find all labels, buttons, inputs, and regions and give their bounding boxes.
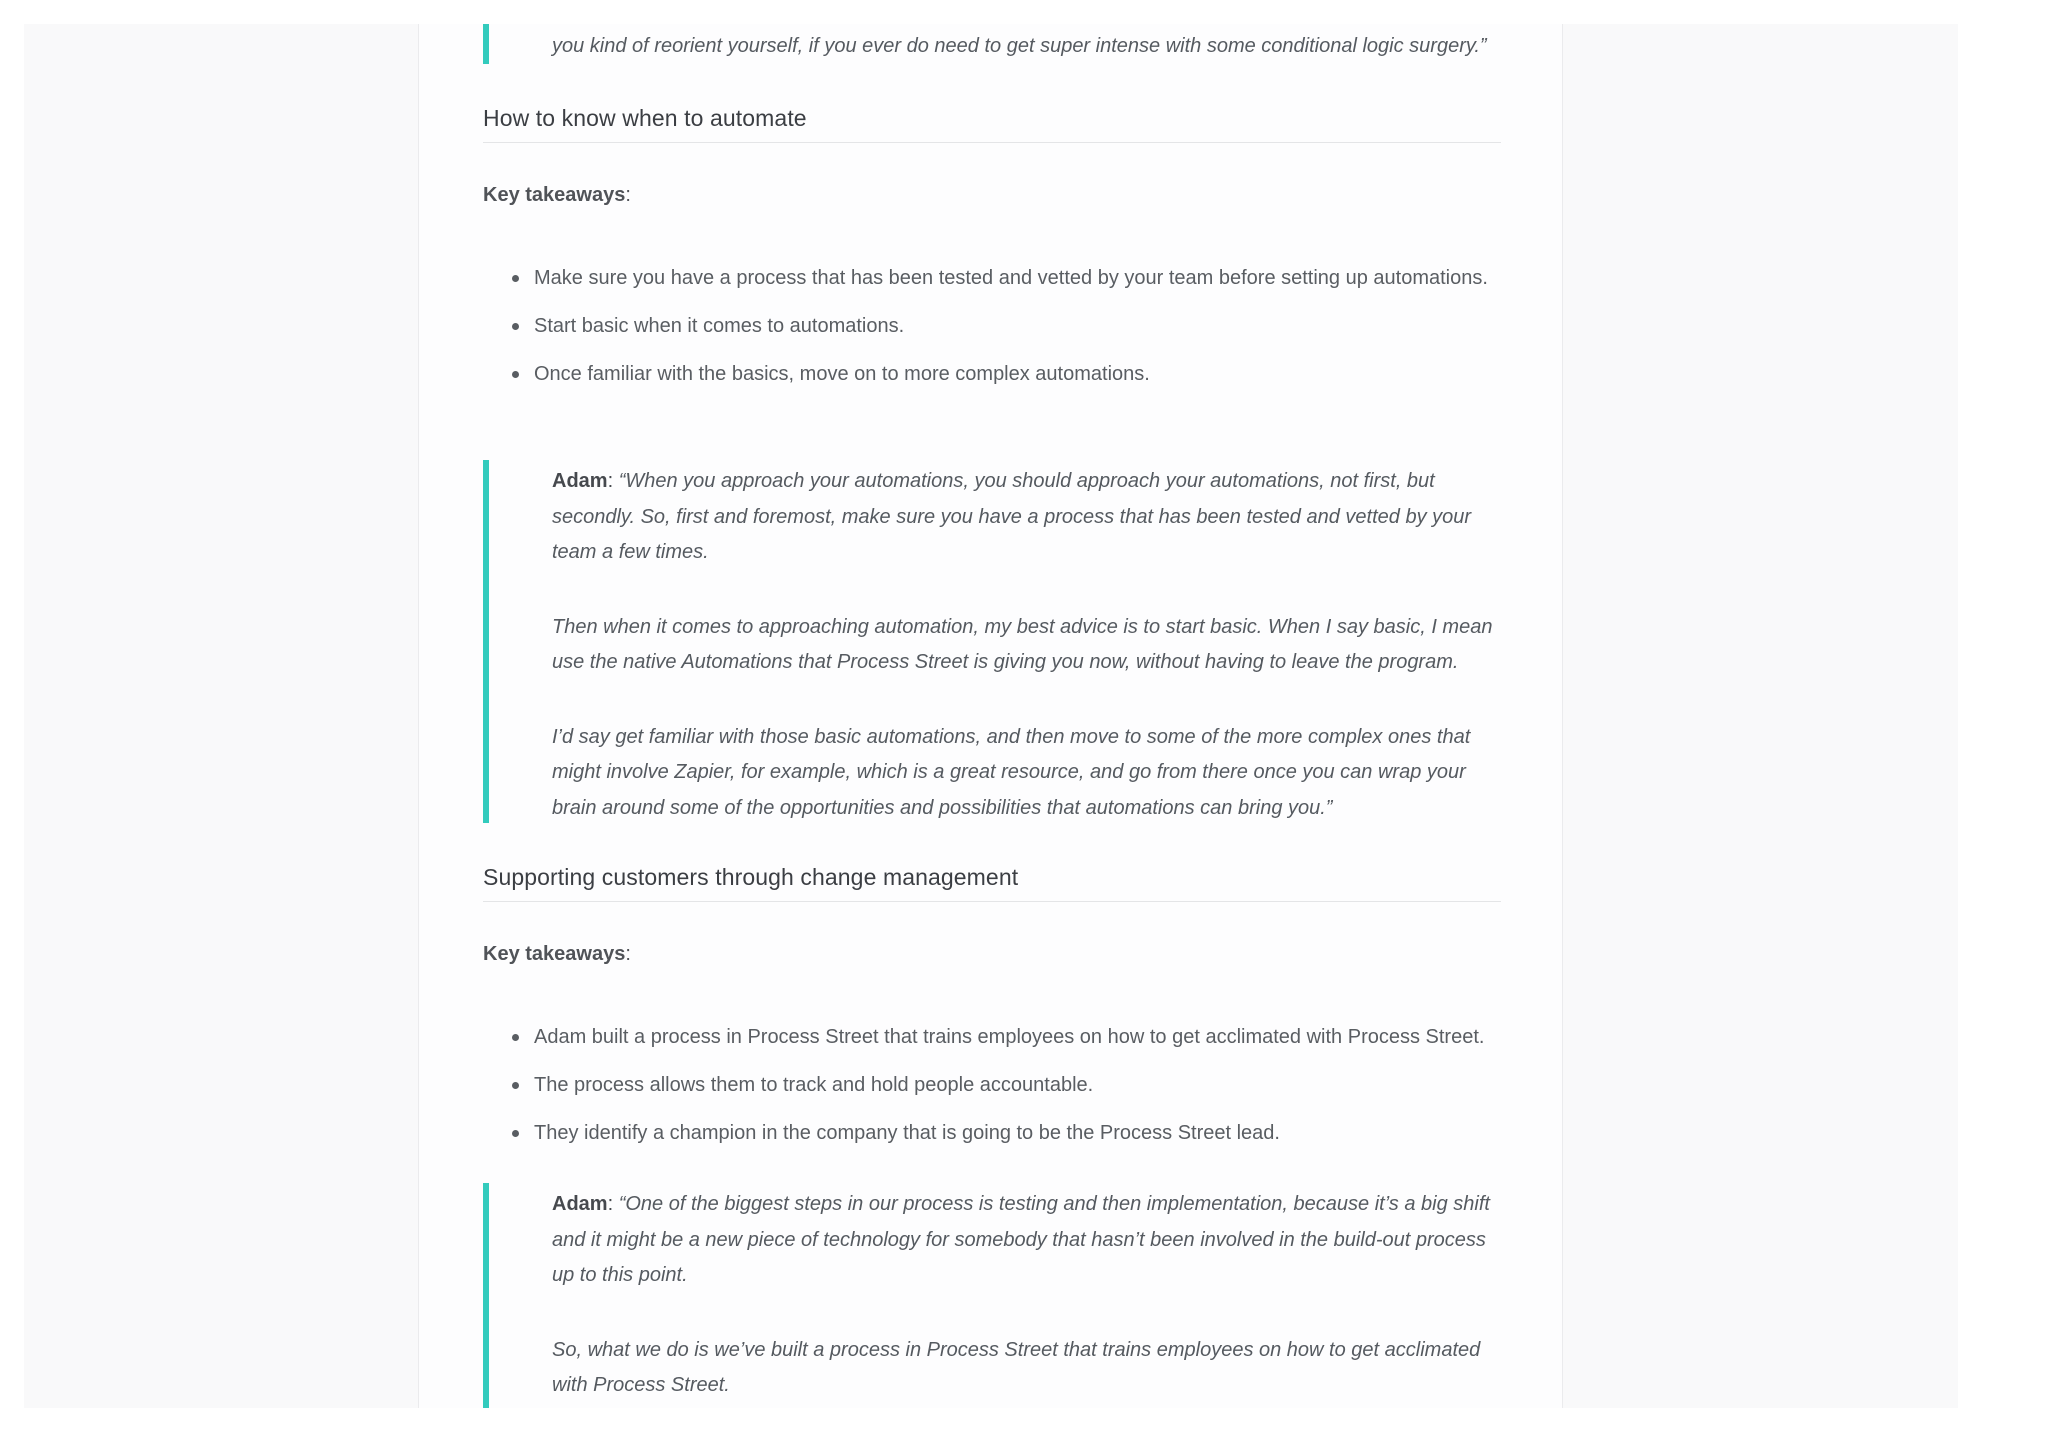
quote-blockquote bbox=[483, 460, 1501, 823]
colon: : bbox=[625, 184, 631, 206]
article-column bbox=[418, 24, 1563, 1408]
quote-text: “One of the biggest steps in our process is testing and then implementation, because it’s a big shift and it might be a new piece of technology for somebody that hasn’t been involved in the build-out process up to this point. bbox=[552, 1193, 1490, 1286]
top-quote-text: you kind of reorient yourself, if you ever do need to get super intense with some conditional logic surgery.” bbox=[552, 35, 1487, 57]
quote-paragraph: Then when it comes to approaching automation, my best advice is to start basic. When I say basic, I mean use the native Automations that Process Street is giving you now, without having to leave the program. bbox=[552, 615, 1493, 673]
quote-paragraph: I’d say get familiar with those basic automations, and then move to some of the more complex ones that might involve Zapier, for example, which is a great resource, and go from there once you can wrap your brain around some of the opportunities and possibilities that automations can bring you.” bbox=[552, 725, 1471, 819]
list-item: They identify a champion in the company that is going to be the Process Street lead. bbox=[534, 1115, 1501, 1151]
speaker-colon: : bbox=[607, 470, 619, 492]
speaker-colon: : bbox=[607, 1193, 619, 1215]
quote-paragraph bbox=[552, 464, 1501, 571]
key-takeaways-label bbox=[483, 184, 631, 207]
quote-text: “When you approach your automations, you should approach your automations, not first, but secondly. So, first and foremost, make sure you have a process that has been tested and vetted by your team a few times. bbox=[552, 470, 1472, 563]
takeaways-list bbox=[483, 260, 1501, 404]
key-takeaways-text: Key takeaways bbox=[483, 943, 626, 965]
speaker-name: Adam bbox=[552, 1193, 608, 1215]
list-item: Start basic when it comes to automations. bbox=[534, 308, 1501, 344]
section-heading-automate: How to know when to automate bbox=[483, 105, 1501, 143]
key-takeaways-text: Key takeaways bbox=[483, 184, 626, 206]
speaker-name: Adam bbox=[552, 470, 608, 492]
list-item: Make sure you have a process that has been tested and vetted by your team before setting up automations. bbox=[534, 260, 1501, 296]
top-blockquote bbox=[483, 24, 1501, 64]
list-item: The process allows them to track and hold people accountable. bbox=[534, 1067, 1501, 1103]
section-heading-change-management: Supporting customers through change management bbox=[483, 864, 1501, 902]
colon: : bbox=[625, 943, 631, 965]
quote-paragraph bbox=[552, 1187, 1501, 1294]
quote-blockquote bbox=[483, 1183, 1501, 1408]
takeaways-list bbox=[483, 1019, 1501, 1163]
key-takeaways-label bbox=[483, 943, 631, 966]
list-item: Once familiar with the basics, move on to more complex automations. bbox=[534, 356, 1501, 392]
quote-paragraph: So, what we do is we’ve built a process in Process Street that trains employees on how to get acclimated with Process Street. bbox=[552, 1338, 1481, 1396]
list-item: Adam built a process in Process Street that trains employees on how to get acclimated with Process Street. bbox=[534, 1019, 1501, 1055]
